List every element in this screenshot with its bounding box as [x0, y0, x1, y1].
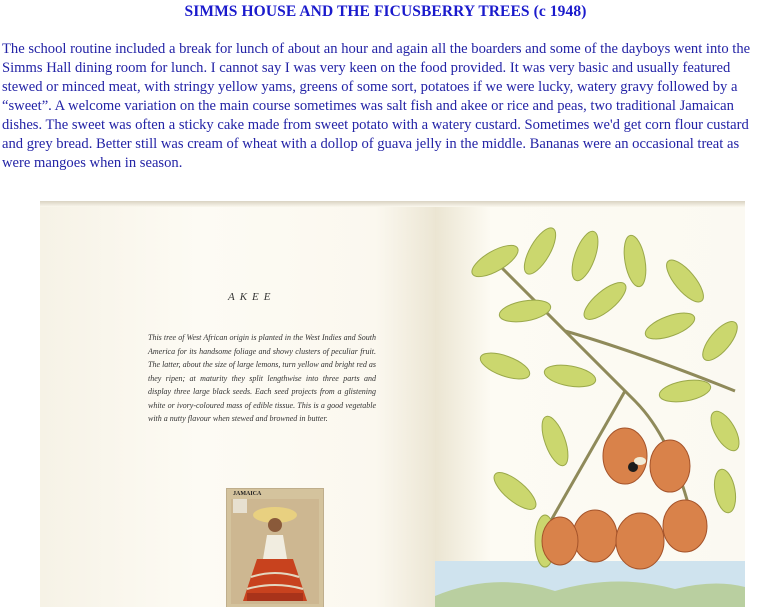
stamp-label: JAMAICA — [233, 491, 262, 497]
akee-branch-illustration — [435, 201, 745, 607]
page-title: SIMMS HOUSE AND THE FICUSBERRY TREES (c 1948) — [184, 3, 587, 20]
book-page-heading: AKEE — [228, 291, 276, 303]
stamp-illustration — [227, 489, 323, 607]
akee-book-scan — [40, 201, 745, 607]
jamaica-stamp — [226, 488, 324, 607]
body-paragraph: The school routine included a break for lunch of about an hour and again all the boarders and some of the dayboys went into the Simms Hall dining room for lunch. I cannot say I was very keen on the food provided. It was very basic and usually featured stewed or minced meat, with stringy yellow yams, greens of some sort, potatoes if we were lucky, watery gravy followed by a “sweet”. A welcome variation on the main course sometimes was salt fish and akee or rice and peas, two traditional Jamaican dishes. The sweet was often a sticky cake made from sweet potato with a watery custard. Sometimes we'd get corn flour custard and grey bread. Better still was cream of wheat with a dollop of guava jelly in the middle. Bananas were an occasional treat as were mangoes when in season. — [2, 41, 751, 171]
book-page-caption: This tree of West African origin is planted in the West Indies and South America for its handsome foliage and showy clusters of peculiar fruit. The latter, about the size of large lemons, turn yellow and bright red as they ripen; at maturity they split lengthwise into three parts and display three large black seeds. Each seed projects from a glistening white or ivory-coloured mass of edible tissue. This is a good vegetable with a nutty flavour when stewed and browned in butter. — [148, 333, 376, 423]
